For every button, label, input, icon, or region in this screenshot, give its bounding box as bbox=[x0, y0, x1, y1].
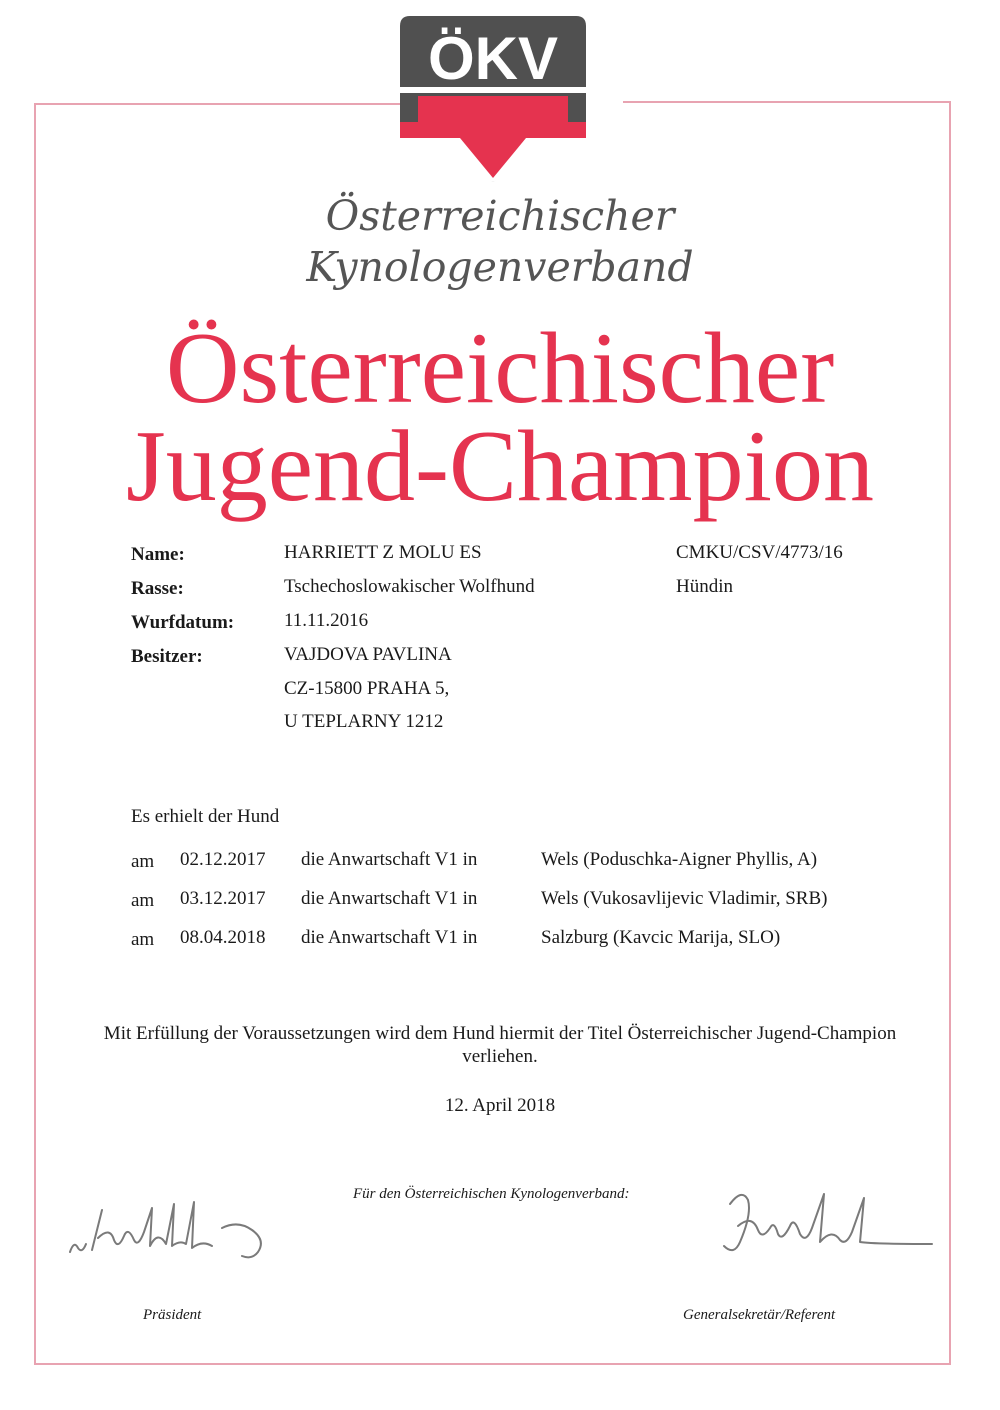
owner-label: Besitzer: bbox=[131, 646, 203, 667]
awards-intro: Es erhielt der Hund bbox=[131, 806, 280, 827]
breed-label: Rasse: bbox=[131, 578, 184, 599]
frame-bottom bbox=[34, 1363, 951, 1365]
sex-value: Hündin bbox=[676, 576, 733, 597]
statement-line2: verliehen. bbox=[462, 1046, 538, 1067]
owner-line-2: CZ-15800 PRAHA 5, bbox=[284, 678, 450, 699]
owner-line-1: VAJDOVA PAVLINA bbox=[284, 644, 452, 665]
org-name-line1: Österreichischer bbox=[325, 192, 675, 240]
frame-left bbox=[34, 103, 36, 1365]
award-row-2-date: 03.12.2017 bbox=[180, 888, 266, 909]
president-role: Präsident bbox=[143, 1307, 202, 1323]
org-name-line2: Kynologenverband bbox=[306, 243, 694, 291]
award-row-1-date: 02.12.2017 bbox=[180, 849, 266, 870]
for-org-label: Für den Österreichischen Kynologenverband: bbox=[353, 1186, 630, 1202]
frame-top-left bbox=[34, 103, 401, 105]
logo-text: ÖKV bbox=[427, 25, 559, 92]
award-row-1-place: Wels (Poduschka-Aigner Phyllis, A) bbox=[541, 849, 818, 870]
frame-right bbox=[949, 101, 951, 1365]
title-line1: Österreichischer bbox=[165, 312, 835, 425]
award-row-2-am: am bbox=[131, 890, 155, 911]
award-row-3-desc: die Anwartschaft V1 in bbox=[301, 927, 478, 948]
registration-number: CMKU/CSV/4773/16 bbox=[676, 542, 843, 563]
owner-line-3: U TEPLARNY 1212 bbox=[284, 711, 444, 732]
breed-value: Tschechoslowakischer Wolfhund bbox=[284, 576, 535, 597]
name-label: Name: bbox=[131, 544, 185, 565]
statement-line1: Mit Erfüllung der Voraussetzungen wird dem Hund hiermit der Titel Österreichischer Jugend-Champion bbox=[103, 1023, 897, 1044]
title-line2: Jugend-Champion bbox=[126, 410, 874, 523]
award-row-1-desc: die Anwartschaft V1 in bbox=[301, 849, 478, 870]
dog-name: HARRIETT Z MOLU ES bbox=[284, 542, 482, 563]
president-signature bbox=[62, 1190, 282, 1270]
dob-value: 11.11.2016 bbox=[284, 610, 369, 631]
dob-label: Wurfdatum: bbox=[131, 612, 235, 633]
secretary-signature bbox=[712, 1184, 938, 1270]
secretary-role: Generalsekretär/Referent bbox=[683, 1307, 836, 1323]
issue-date: 12. April 2018 bbox=[444, 1095, 556, 1116]
award-row-2-place: Wels (Vukosavlijevic Vladimir, SRB) bbox=[541, 888, 828, 909]
frame-top-right bbox=[623, 101, 951, 103]
award-row-3-am: am bbox=[131, 929, 155, 950]
award-row-3-date: 08.04.2018 bbox=[180, 927, 266, 948]
award-row-1-am: am bbox=[131, 851, 155, 872]
award-row-2-desc: die Anwartschaft V1 in bbox=[301, 888, 478, 909]
award-row-3-place: Salzburg (Kavcic Marija, SLO) bbox=[541, 927, 781, 948]
okv-logo bbox=[398, 14, 588, 182]
